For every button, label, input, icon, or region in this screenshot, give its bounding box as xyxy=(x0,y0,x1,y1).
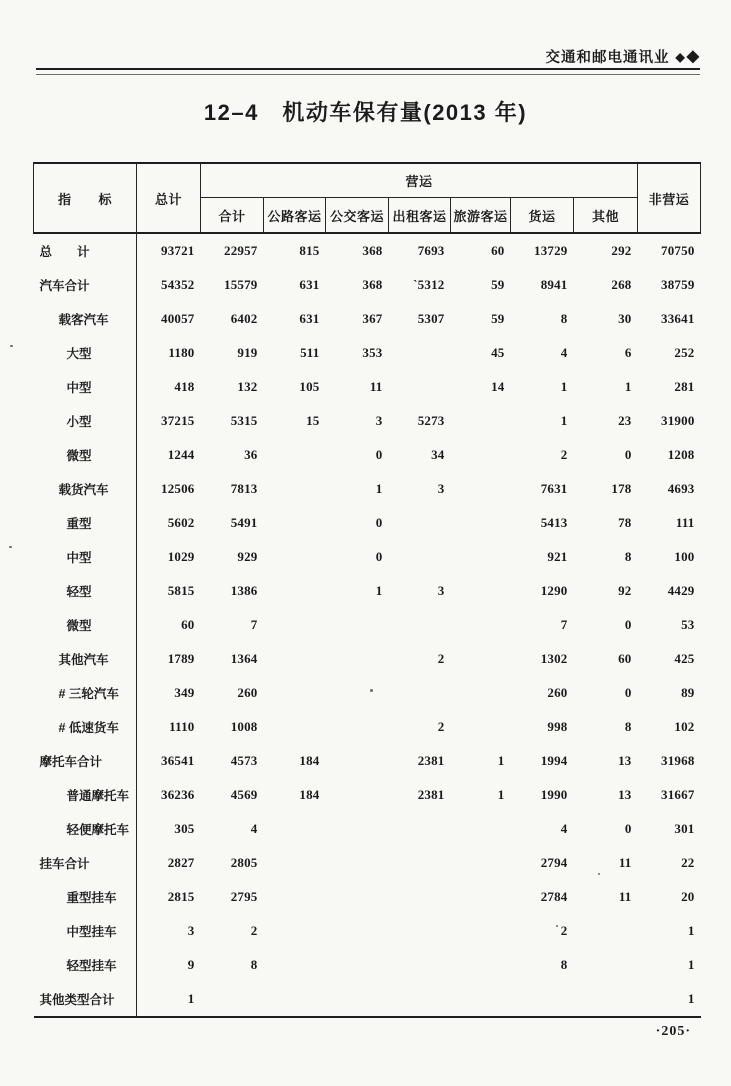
table-row xyxy=(34,710,701,744)
scan-artifact xyxy=(10,345,13,347)
cell-value: 418 xyxy=(174,379,195,394)
cell-value xyxy=(326,982,389,1017)
cell-value xyxy=(389,914,451,948)
cell-value: 353 xyxy=(362,345,383,360)
cell-value xyxy=(389,506,451,540)
table-row xyxy=(34,506,701,540)
cell-value xyxy=(451,540,511,574)
row-label: 微型 xyxy=(34,438,137,472)
cell-value: 2 xyxy=(437,719,445,734)
cell-value: 31667 xyxy=(661,787,695,802)
cell-value xyxy=(264,812,326,846)
row-label: 摩托车合计 xyxy=(34,744,137,778)
cell-value: 59 xyxy=(491,311,505,326)
cell-value xyxy=(264,914,326,948)
cell-value: 54352 xyxy=(161,277,195,292)
cell-value: 921 xyxy=(547,549,568,564)
cell-value: 2794 xyxy=(540,855,568,870)
cell-value: 31900 xyxy=(661,413,695,428)
cell-value: 0 xyxy=(624,821,632,836)
cell-value xyxy=(389,608,451,642)
cell-value: 0 xyxy=(375,549,383,564)
cell-value: 2 xyxy=(250,923,258,938)
cell-value: 1386 xyxy=(230,583,258,598)
row-label: 重型 xyxy=(34,506,137,540)
cell-value: 368 xyxy=(362,243,383,258)
cell-value: 929 xyxy=(237,549,258,564)
table-header xyxy=(34,163,701,233)
row-label: 中型挂车 xyxy=(34,914,137,948)
cell-value xyxy=(264,574,326,608)
table-row xyxy=(34,574,701,608)
cell-value: 1789 xyxy=(167,651,195,666)
cell-value: 178 xyxy=(611,481,632,496)
cell-value: 1 xyxy=(375,583,383,598)
cell-value: 8 xyxy=(624,719,632,734)
cell-value: 1302 xyxy=(540,651,568,666)
cell-value: 4 xyxy=(250,821,258,836)
cell-value: 1 xyxy=(497,753,505,768)
cell-value xyxy=(389,812,451,846)
cell-value: 7 xyxy=(250,617,258,632)
cell-value: 301 xyxy=(674,821,695,836)
cell-value xyxy=(451,608,511,642)
cell-value: 5413 xyxy=(540,515,568,530)
cell-value xyxy=(264,880,326,914)
cell-value: 8 xyxy=(560,311,568,326)
vehicle-table-container xyxy=(33,162,700,1018)
cell-value: 8941 xyxy=(540,277,568,292)
diamond-icon-small: ◆ xyxy=(675,49,686,64)
cell-value xyxy=(451,472,511,506)
cell-value: 15579 xyxy=(224,277,258,292)
cell-value: 184 xyxy=(299,787,320,802)
cell-value: 11 xyxy=(618,889,632,904)
cell-value: 0 xyxy=(624,447,632,462)
cell-value xyxy=(326,744,389,778)
table-row xyxy=(34,982,701,1017)
cell-value: 37215 xyxy=(161,413,195,428)
cell-value: 2 xyxy=(560,923,568,938)
cell-value: 2381 xyxy=(417,753,445,768)
cell-value: 22 xyxy=(681,855,695,870)
cell-value: 22957 xyxy=(224,243,258,258)
cell-value: 78 xyxy=(618,515,632,530)
cell-value: 14 xyxy=(491,379,505,394)
cell-value: 6 xyxy=(624,345,632,360)
cell-value: 281 xyxy=(674,379,695,394)
cell-value: 4 xyxy=(560,345,568,360)
row-label: 载货汽车 xyxy=(34,472,137,506)
cell-value: 8 xyxy=(560,957,568,972)
cell-value xyxy=(389,846,451,880)
cell-value: 349 xyxy=(174,685,195,700)
cell-value: 13 xyxy=(618,753,632,768)
cell-value: 15 xyxy=(306,413,320,428)
cell-value: 4573 xyxy=(230,753,258,768)
page-number: ·205· xyxy=(655,1024,691,1039)
cell-value: 2795 xyxy=(230,889,258,904)
vehicle-table xyxy=(33,162,701,1018)
table-row xyxy=(34,268,701,302)
table-row xyxy=(34,233,701,268)
cell-value: 2805 xyxy=(230,855,258,870)
cell-value: 92 xyxy=(618,583,632,598)
cell-value: 5815 xyxy=(167,583,195,598)
cell-value: 367 xyxy=(362,311,383,326)
cell-value: 7813 xyxy=(230,481,258,496)
col-header-indicator: 指 标 xyxy=(34,163,137,233)
cell-value: 1 xyxy=(624,379,632,394)
cell-value xyxy=(264,948,326,982)
cell-value xyxy=(389,540,451,574)
cell-value xyxy=(264,982,326,1017)
row-label: 微型 xyxy=(34,608,137,642)
cell-value xyxy=(451,676,511,710)
table-row xyxy=(34,812,701,846)
cell-value: 368 xyxy=(362,277,383,292)
table-row xyxy=(34,472,701,506)
row-label: 轻便摩托车 xyxy=(34,812,137,846)
chapter-header xyxy=(545,46,700,67)
cell-value: 13 xyxy=(618,787,632,802)
row-label: 挂车合计 xyxy=(34,846,137,880)
cell-value: 4429 xyxy=(667,583,695,598)
cell-value: 631 xyxy=(299,311,320,326)
cell-value: 1990 xyxy=(540,787,568,802)
row-label: 其他汽车 xyxy=(34,642,137,676)
row-label: # 三轮汽车 xyxy=(34,676,137,710)
cell-value: 260 xyxy=(237,685,258,700)
cell-value: 1208 xyxy=(667,447,695,462)
table-row xyxy=(34,948,701,982)
cell-value: 260 xyxy=(547,685,568,700)
cell-value: 1290 xyxy=(540,583,568,598)
row-label: 中型 xyxy=(34,370,137,404)
cell-value: 11 xyxy=(369,379,383,394)
cell-value xyxy=(451,710,511,744)
cell-value xyxy=(451,506,511,540)
cell-value: 3 xyxy=(187,923,195,938)
cell-value: 2 xyxy=(437,651,445,666)
cell-value xyxy=(326,948,389,982)
table-row xyxy=(34,778,701,812)
cell-value xyxy=(264,846,326,880)
cell-value: 252 xyxy=(674,345,695,360)
cell-value: 59 xyxy=(491,277,505,292)
scan-artifact xyxy=(556,925,558,927)
cell-value: 1 xyxy=(375,481,383,496)
col-header-tourism-passenger: 旅游客运 xyxy=(451,198,511,234)
cell-value: 4693 xyxy=(667,481,695,496)
cell-value: 5273 xyxy=(417,413,445,428)
cell-value: 1364 xyxy=(230,651,258,666)
cell-value: 425 xyxy=(674,651,695,666)
cell-value: 36236 xyxy=(161,787,195,802)
cell-value xyxy=(389,948,451,982)
cell-value: 7631 xyxy=(540,481,568,496)
cell-value: 38759 xyxy=(661,277,695,292)
diamond-icons xyxy=(675,49,700,65)
cell-value: 31968 xyxy=(661,753,695,768)
cell-value: 13729 xyxy=(534,243,568,258)
cell-value xyxy=(451,914,511,948)
cell-value: 105 xyxy=(299,379,320,394)
cell-value: 1244 xyxy=(167,447,195,462)
cell-value xyxy=(574,982,638,1017)
cell-value xyxy=(326,676,389,710)
cell-value xyxy=(451,574,511,608)
cell-value: 53 xyxy=(681,617,695,632)
cell-value xyxy=(451,642,511,676)
col-header-non-operating: 非营运 xyxy=(638,163,701,233)
col-header-taxi-passenger: 出租客运 xyxy=(389,198,451,234)
row-label: 中型 xyxy=(34,540,137,574)
cell-value: 11 xyxy=(618,855,632,870)
cell-value xyxy=(574,948,638,982)
row-label: # 低速货车 xyxy=(34,710,137,744)
cell-value: 34 xyxy=(431,447,445,462)
cell-value xyxy=(389,982,451,1017)
cell-value: 9 xyxy=(187,957,195,972)
chapter-title: 交通和邮电通讯业 xyxy=(545,50,670,66)
cell-value xyxy=(326,880,389,914)
cell-value: 3 xyxy=(375,413,383,428)
cell-value: 0 xyxy=(624,685,632,700)
cell-value xyxy=(326,846,389,880)
cell-value xyxy=(201,982,264,1017)
table-row xyxy=(34,880,701,914)
cell-value: 8 xyxy=(624,549,632,564)
cell-value: 30 xyxy=(618,311,632,326)
cell-value: 23 xyxy=(618,413,632,428)
cell-value: 1994 xyxy=(540,753,568,768)
table-row xyxy=(34,404,701,438)
cell-value: 5491 xyxy=(230,515,258,530)
row-label: 重型挂车 xyxy=(34,880,137,914)
cell-value: 5307 xyxy=(417,311,445,326)
row-label: 载客汽车 xyxy=(34,302,137,336)
cell-value: 7693 xyxy=(417,243,445,258)
row-label: 轻型 xyxy=(34,574,137,608)
table-row xyxy=(34,540,701,574)
cell-value: 4 xyxy=(560,821,568,836)
cell-value xyxy=(326,914,389,948)
cell-value xyxy=(389,336,451,370)
cell-value: 2827 xyxy=(167,855,195,870)
cell-value xyxy=(451,404,511,438)
row-label: 大型 xyxy=(34,336,137,370)
cell-value: 4569 xyxy=(230,787,258,802)
table-row xyxy=(34,846,701,880)
col-header-total: 总计 xyxy=(137,163,201,233)
cell-value xyxy=(451,846,511,880)
cell-value: 45 xyxy=(491,345,505,360)
cell-value: 20 xyxy=(681,889,695,904)
cell-value: 998 xyxy=(547,719,568,734)
row-label: 其他类型合计 xyxy=(34,982,137,1017)
cell-value: 2 xyxy=(560,447,568,462)
cell-value: 60 xyxy=(491,243,505,258)
cell-value: 1 xyxy=(687,991,695,1006)
col-header-freight: 货运 xyxy=(511,198,574,234)
cell-value xyxy=(451,880,511,914)
scan-artifact xyxy=(9,546,12,548)
cell-value: 1029 xyxy=(167,549,195,564)
cell-value xyxy=(389,880,451,914)
col-header-other: 其他 xyxy=(574,198,638,234)
cell-value xyxy=(264,506,326,540)
cell-value: 60 xyxy=(618,651,632,666)
cell-value: 6402 xyxy=(230,311,258,326)
cell-value: 305 xyxy=(174,821,195,836)
cell-value: 1 xyxy=(687,957,695,972)
cell-value: 511 xyxy=(300,345,320,360)
cell-value: 111 xyxy=(675,515,695,530)
cell-value: 184 xyxy=(299,753,320,768)
col-header-operating-group: 营运 xyxy=(201,163,638,198)
cell-value: 2815 xyxy=(167,889,195,904)
cell-value: 1 xyxy=(687,923,695,938)
cell-value: 815 xyxy=(299,243,320,258)
cell-value xyxy=(264,676,326,710)
cell-value: 93721 xyxy=(161,243,195,258)
cell-value: 631 xyxy=(299,277,320,292)
cell-value: 1 xyxy=(560,413,568,428)
cell-value: 100 xyxy=(674,549,695,564)
table-body xyxy=(34,233,701,1017)
cell-value: 5602 xyxy=(167,515,195,530)
cell-value xyxy=(326,812,389,846)
cell-value: 2381 xyxy=(417,787,445,802)
cell-value: 36 xyxy=(244,447,258,462)
cell-value: 8 xyxy=(250,957,258,972)
cell-value xyxy=(451,438,511,472)
cell-value: 292 xyxy=(611,243,632,258)
table-row xyxy=(34,438,701,472)
cell-value: `5312 xyxy=(413,277,445,292)
cell-value xyxy=(264,438,326,472)
table-row xyxy=(34,914,701,948)
cell-value: 40057 xyxy=(161,311,195,326)
cell-value: 1110 xyxy=(169,719,195,734)
cell-value: 132 xyxy=(237,379,258,394)
cell-value xyxy=(574,914,638,948)
table-row xyxy=(34,370,701,404)
cell-value: 1008 xyxy=(230,719,258,734)
cell-value xyxy=(389,676,451,710)
cell-value: 3 xyxy=(437,481,445,496)
cell-value: 89 xyxy=(681,685,695,700)
table-row xyxy=(34,744,701,778)
cell-value: 7 xyxy=(560,617,568,632)
cell-value: 102 xyxy=(674,719,695,734)
cell-value: 0 xyxy=(375,447,383,462)
scan-artifact xyxy=(598,873,600,875)
row-label: 汽车合计 xyxy=(34,268,137,302)
cell-value xyxy=(264,472,326,506)
header-row-groups xyxy=(34,163,701,198)
row-label: 总 计 xyxy=(34,233,137,268)
cell-value: 1 xyxy=(497,787,505,802)
cell-value: 268 xyxy=(611,277,632,292)
cell-value: 919 xyxy=(237,345,258,360)
header-rule xyxy=(36,68,700,75)
cell-value xyxy=(389,370,451,404)
table-row xyxy=(34,676,701,710)
col-header-highway-passenger: 公路客运 xyxy=(264,198,326,234)
cell-value: 70750 xyxy=(661,243,695,258)
cell-value xyxy=(264,608,326,642)
page-title: 12–4 机动车保有量(2013 年) xyxy=(203,100,528,125)
cell-value xyxy=(326,608,389,642)
scan-artifact xyxy=(370,689,373,692)
col-header-operating-subtotal: 合计 xyxy=(201,198,264,234)
cell-value xyxy=(264,642,326,676)
cell-value xyxy=(511,982,574,1017)
table-row xyxy=(34,642,701,676)
cell-value: 0 xyxy=(624,617,632,632)
cell-value: 0 xyxy=(375,515,383,530)
cell-value: 60 xyxy=(181,617,195,632)
cell-value: 33641 xyxy=(661,311,695,326)
cell-value: 3 xyxy=(437,583,445,598)
cell-value: 36541 xyxy=(161,753,195,768)
cell-value: 5315 xyxy=(230,413,258,428)
row-label: 小型 xyxy=(34,404,137,438)
diamond-icon-large: ◆ xyxy=(686,47,700,65)
table-row xyxy=(34,336,701,370)
cell-value xyxy=(451,812,511,846)
cell-value: 1 xyxy=(560,379,568,394)
row-label: 轻型挂车 xyxy=(34,948,137,982)
cell-value xyxy=(451,948,511,982)
cell-value: 1 xyxy=(187,991,195,1006)
cell-value xyxy=(451,982,511,1017)
cell-value xyxy=(326,778,389,812)
cell-value: 1180 xyxy=(168,345,195,360)
cell-value xyxy=(326,642,389,676)
cell-value: 2784 xyxy=(540,889,568,904)
cell-value: 12506 xyxy=(161,481,195,496)
cell-value xyxy=(326,710,389,744)
table-row xyxy=(34,608,701,642)
cell-value xyxy=(264,710,326,744)
cell-value xyxy=(264,540,326,574)
row-label: 普通摩托车 xyxy=(34,778,137,812)
col-header-bus-passenger: 公交客运 xyxy=(326,198,389,234)
table-row xyxy=(34,302,701,336)
